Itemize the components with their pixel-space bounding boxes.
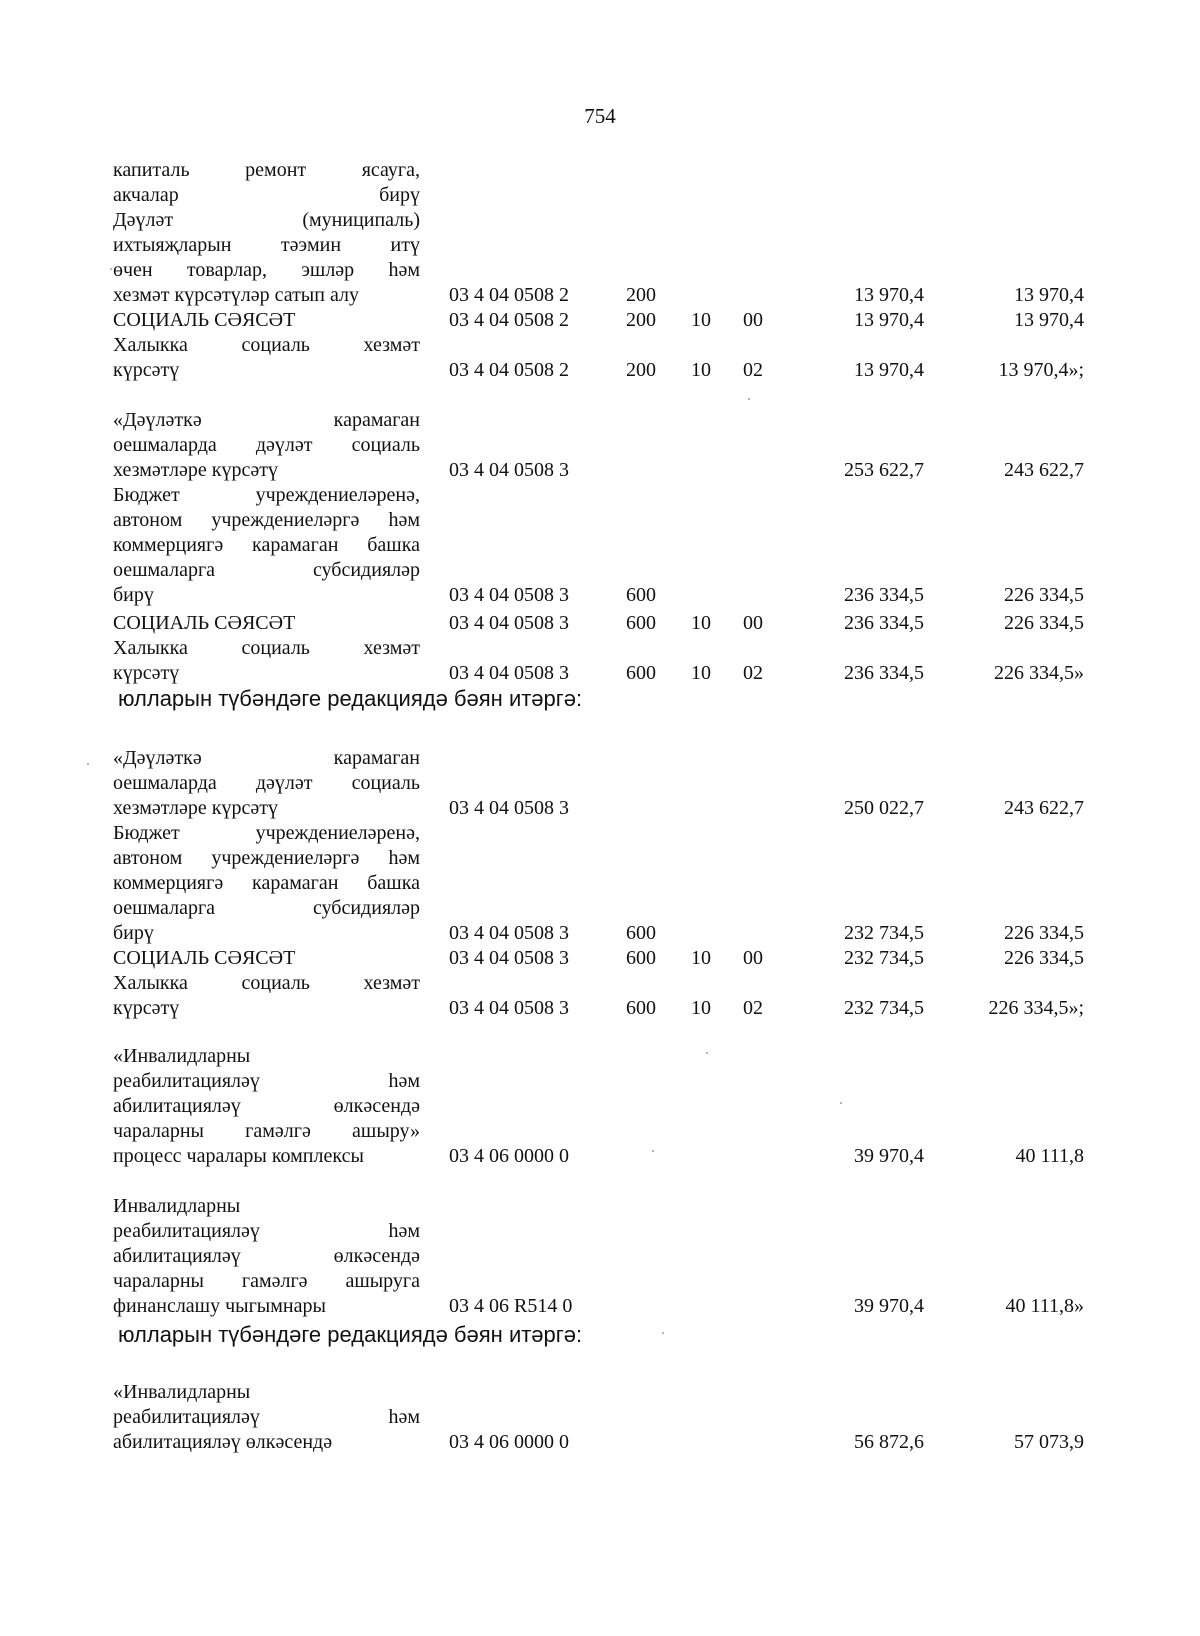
row-name-line: абилитацияләү өлкәсендә bbox=[113, 1245, 420, 1267]
row-amount-year-1: 13 970,4 bbox=[854, 309, 924, 331]
row-name bbox=[113, 746, 420, 821]
row-code: 03 4 04 0508 2 bbox=[449, 359, 569, 381]
row-amount-year-1: 13 970,4 bbox=[854, 284, 924, 306]
row-name bbox=[113, 1044, 420, 1169]
row-amount-year-1: 39 970,4 bbox=[854, 1145, 924, 1167]
page-number: 754 bbox=[584, 104, 616, 128]
row-name-line: өчен товарлар, эшләр һәм bbox=[113, 259, 420, 281]
row-name-line: «Инвалидларны bbox=[113, 1381, 251, 1403]
scan-speck bbox=[706, 1052, 708, 1054]
row-code: 03 4 04 0508 3 bbox=[449, 584, 569, 606]
row-amount-year-1: 232 734,5 bbox=[844, 947, 924, 969]
row-name-line: Дәүләт (муниципаль) bbox=[113, 209, 420, 231]
row-name-line: СОЦИАЛЬ СӘЯСӘТ bbox=[113, 947, 296, 969]
row-name-line: күрсәтү bbox=[113, 662, 180, 684]
row-name-line: акчалар бирү bbox=[113, 184, 420, 206]
row-name bbox=[113, 611, 420, 636]
row-expense-type: 600 bbox=[626, 612, 656, 634]
row-subsection: 00 bbox=[743, 947, 763, 969]
row-name-line: реабилитацияләү һәм bbox=[113, 1070, 420, 1092]
row-name-line: оешмаларга субсидияләр bbox=[113, 897, 420, 919]
row-code: 03 4 04 0508 2 bbox=[449, 309, 569, 331]
row-name bbox=[113, 408, 420, 483]
row-code: 03 4 06 0000 0 bbox=[449, 1431, 569, 1453]
row-amount-year-2: 243 622,7 bbox=[1004, 797, 1084, 819]
row-name bbox=[113, 821, 420, 946]
row-name-line: финанслашу чыгымнары bbox=[113, 1295, 326, 1317]
row-name bbox=[113, 946, 420, 971]
row-amount-year-1: 236 334,5 bbox=[844, 584, 924, 606]
row-name-line: күрсәтү bbox=[113, 359, 180, 381]
row-code: 03 4 04 0508 3 bbox=[449, 797, 569, 819]
row-name-line: автоном учреждениеләргә һәм bbox=[113, 847, 420, 869]
row-name-line: ихтыяҗларын тәэмин итү bbox=[113, 234, 420, 256]
instruction-note: юлларын түбәндәге редакциядә бәян итәргә: bbox=[118, 686, 583, 711]
row-name-line: Халыкка социаль хезмәт bbox=[113, 334, 420, 356]
row-code: 03 4 04 0508 3 bbox=[449, 612, 569, 634]
row-amount-year-1: 236 334,5 bbox=[844, 662, 924, 684]
row-amount-year-2: 40 111,8 bbox=[1015, 1145, 1084, 1167]
row-name-line: Бюджет учреждениеләренә, bbox=[113, 822, 420, 844]
row-code: 03 4 04 0508 3 bbox=[449, 662, 569, 684]
scan-speck bbox=[110, 268, 112, 270]
row-name-line: чараларны гамәлгә ашыру» bbox=[113, 1120, 420, 1142]
row-name-line: процесс чаралары комплексы bbox=[113, 1145, 364, 1167]
row-name-line: СОЦИАЛЬ СӘЯСӘТ bbox=[113, 309, 296, 331]
row-subsection: 00 bbox=[743, 309, 763, 331]
instruction-note: юлларын түбәндәге редакциядә бәян итәргә: bbox=[118, 1322, 583, 1347]
row-name-line: хезмәтләре күрсәтү bbox=[113, 459, 278, 481]
row-name-line: «Дәүләткә карамаган bbox=[113, 747, 420, 769]
row-amount-year-2: 13 970,4 bbox=[1014, 284, 1084, 306]
scan-speck bbox=[840, 1102, 842, 1104]
row-name-line: Халыкка социаль хезмәт bbox=[113, 972, 420, 994]
row-name-line: автоном учреждениеләргә һәм bbox=[113, 509, 420, 531]
row-name-line: капиталь ремонт ясауга, bbox=[113, 159, 420, 181]
row-expense-type: 200 bbox=[626, 309, 656, 331]
row-expense-type: 600 bbox=[626, 947, 656, 969]
row-name-line: «Дәүләткә карамаган bbox=[113, 409, 420, 431]
row-amount-year-2: 57 073,9 bbox=[1014, 1431, 1084, 1453]
row-code: 03 4 04 0508 2 bbox=[449, 284, 569, 306]
row-name-line: чараларны гамәлгә ашыруга bbox=[113, 1270, 420, 1292]
row-amount-year-1: 236 334,5 bbox=[844, 612, 924, 634]
row-section: 10 bbox=[691, 662, 711, 684]
row-name-line: абилитацияләү өлкәсендә bbox=[113, 1095, 420, 1117]
row-amount-year-1: 250 022,7 bbox=[844, 797, 924, 819]
row-subsection: 02 bbox=[743, 662, 763, 684]
row-name-line: реабилитацияләү һәм bbox=[113, 1406, 420, 1428]
row-name-line: оешмаларга субсидияләр bbox=[113, 559, 420, 581]
row-amount-year-1: 39 970,4 bbox=[854, 1295, 924, 1317]
scan-speck bbox=[748, 398, 750, 400]
row-amount-year-2: 226 334,5 bbox=[1004, 584, 1084, 606]
row-name-line: оешмаларда дәүләт социаль bbox=[113, 772, 420, 794]
row-name bbox=[113, 1194, 420, 1319]
row-section: 10 bbox=[691, 359, 711, 381]
row-name bbox=[113, 1380, 420, 1455]
scan-speck bbox=[662, 1332, 664, 1334]
row-name bbox=[113, 158, 420, 308]
row-name-line: бирү bbox=[113, 922, 154, 944]
row-amount-year-1: 232 734,5 bbox=[844, 922, 924, 944]
row-name-line: коммерциягә карамаган башка bbox=[113, 872, 420, 894]
row-name-line: реабилитацияләү һәм bbox=[113, 1220, 420, 1242]
row-name bbox=[113, 971, 420, 1021]
row-amount-year-2: 13 970,4»; bbox=[998, 359, 1084, 381]
row-code: 03 4 04 0508 3 bbox=[449, 459, 569, 481]
row-amount-year-2: 226 334,5»; bbox=[988, 997, 1084, 1019]
row-name bbox=[113, 333, 420, 383]
row-subsection: 02 bbox=[743, 359, 763, 381]
row-amount-year-2: 226 334,5» bbox=[994, 662, 1084, 684]
row-code: 03 4 04 0508 3 bbox=[449, 997, 569, 1019]
row-section: 10 bbox=[691, 947, 711, 969]
row-amount-year-2: 13 970,4 bbox=[1014, 309, 1084, 331]
row-expense-type: 200 bbox=[626, 359, 656, 381]
row-name-line: күрсәтү bbox=[113, 997, 180, 1019]
scan-speck bbox=[652, 1150, 654, 1152]
scan-speck bbox=[87, 763, 89, 765]
row-amount-year-1: 13 970,4 bbox=[854, 359, 924, 381]
row-section: 10 bbox=[691, 309, 711, 331]
row-code: 03 4 04 0508 3 bbox=[449, 922, 569, 944]
row-expense-type: 600 bbox=[626, 922, 656, 944]
row-name bbox=[113, 636, 420, 686]
row-amount-year-1: 232 734,5 bbox=[844, 997, 924, 1019]
row-section: 10 bbox=[691, 997, 711, 1019]
row-name-line: «Инвалидларны bbox=[113, 1045, 251, 1067]
row-amount-year-2: 40 111,8» bbox=[1005, 1295, 1084, 1317]
row-amount-year-2: 226 334,5 bbox=[1004, 947, 1084, 969]
row-name-line: абилитацияләү өлкәсендә bbox=[113, 1431, 333, 1453]
row-name-line: Бюджет учреждениеләренә, bbox=[113, 484, 420, 506]
row-expense-type: 600 bbox=[626, 997, 656, 1019]
row-amount-year-2: 226 334,5 bbox=[1004, 612, 1084, 634]
row-code: 03 4 06 R514 0 bbox=[449, 1295, 573, 1317]
row-amount-year-2: 243 622,7 bbox=[1004, 459, 1084, 481]
row-name-line: СОЦИАЛЬ СӘЯСӘТ bbox=[113, 612, 296, 634]
row-name-line: Инвалидларны bbox=[113, 1195, 241, 1217]
row-name-line: оешмаларда дәүләт социаль bbox=[113, 434, 420, 456]
row-code: 03 4 06 0000 0 bbox=[449, 1145, 569, 1167]
row-expense-type: 600 bbox=[626, 662, 656, 684]
row-name-line: бирү bbox=[113, 584, 154, 606]
row-subsection: 02 bbox=[743, 997, 763, 1019]
row-amount-year-2: 226 334,5 bbox=[1004, 922, 1084, 944]
row-name-line: хезмәтләре күрсәтү bbox=[113, 797, 278, 819]
row-name bbox=[113, 483, 420, 608]
row-amount-year-1: 56 872,6 bbox=[854, 1431, 924, 1453]
row-name-line: хезмәт күрсәтүләр сатып алу bbox=[113, 284, 359, 306]
row-expense-type: 200 bbox=[626, 284, 656, 306]
row-subsection: 00 bbox=[743, 612, 763, 634]
row-name bbox=[113, 308, 420, 333]
row-expense-type: 600 bbox=[626, 584, 656, 606]
row-name-line: Халыкка социаль хезмәт bbox=[113, 637, 420, 659]
row-section: 10 bbox=[691, 612, 711, 634]
row-amount-year-1: 253 622,7 bbox=[844, 459, 924, 481]
row-name-line: коммерциягә карамаган башка bbox=[113, 534, 420, 556]
row-code: 03 4 04 0508 3 bbox=[449, 947, 569, 969]
